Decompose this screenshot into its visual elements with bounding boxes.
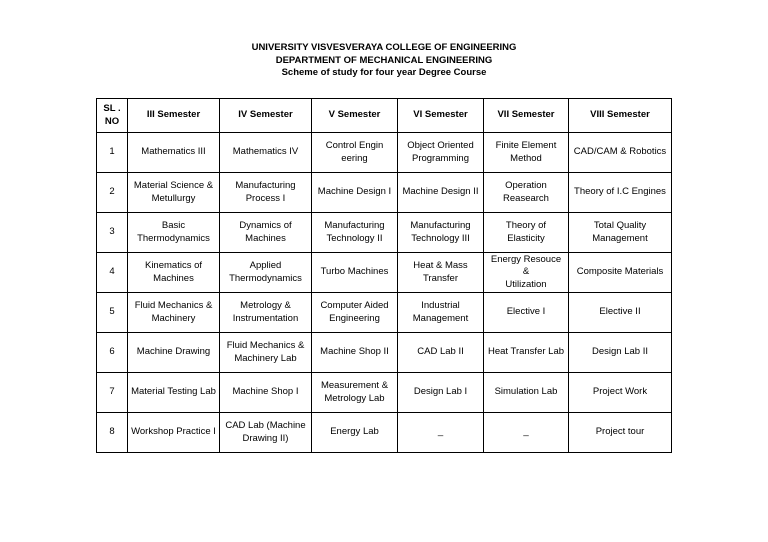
course-cell: Fluid Mechanics & Machinery Lab [220,333,312,373]
course-cell: Elective II [569,293,672,333]
course-cell: Mathematics IV [220,133,312,173]
course-cell: Project Work [569,373,672,413]
table-row [97,413,672,453]
course-cell: Manufacturing Process I [220,173,312,213]
course-cell: Design Lab II [569,333,672,373]
column-header-sl-no: SL . NO [97,99,128,133]
table-body [97,133,672,453]
table-row [97,293,672,333]
column-header-semester: VI Semester [398,99,484,133]
serial-number-cell: 5 [97,293,128,333]
course-cell: Metrology & Instrumentation [220,293,312,333]
course-cell: Heat Transfer Lab [484,333,569,373]
course-cell: Measurement & Metrology Lab [312,373,398,413]
column-header-semester: VII Semester [484,99,569,133]
table-row [97,333,672,373]
course-cell: Design Lab I [398,373,484,413]
course-cell: Material Testing Lab [128,373,220,413]
column-header-semester: V Semester [312,99,398,133]
course-cell: Manufacturing Technology III [398,213,484,253]
course-cell: _ [398,413,484,453]
course-cell: Applied Thermodynamics [220,253,312,293]
course-cell: Turbo Machines [312,253,398,293]
course-cell: Machine Design I [312,173,398,213]
course-cell: Theory of I.C Engines [569,173,672,213]
course-cell: Theory of Elasticity [484,213,569,253]
course-cell: Object Oriented Programming [398,133,484,173]
course-cell: Basic Thermodynamics [128,213,220,253]
course-cell: Total Quality Management [569,213,672,253]
course-cell: Machine Design II [398,173,484,213]
course-cell: Material Science & Metullurgy [128,173,220,213]
course-cell: Energy Resouce & Utilization [484,253,569,293]
course-cell: Dynamics of Machines [220,213,312,253]
department-name: DEPARTMENT OF MECHANICAL ENGINEERING [275,54,493,66]
table-row [97,253,672,293]
column-header-semester: VIII Semester [569,99,672,133]
course-cell: CAD/CAM & Robotics [569,133,672,173]
course-cell: Kinematics of Machines [128,253,220,293]
course-cell: Workshop Practice I [128,413,220,453]
document-header [0,42,768,80]
course-cell: Machine Drawing [128,333,220,373]
course-cell: Energy Lab [312,413,398,453]
course-cell: Computer Aided Engineering [312,293,398,333]
course-cell: Fluid Mechanics & Machinery [128,293,220,333]
course-cell: Elective I [484,293,569,333]
course-cell: _ [484,413,569,453]
course-cell: Project tour [569,413,672,453]
course-cell: Control Engin eering [312,133,398,173]
course-cell: Operation Reasearch [484,173,569,213]
table-row [97,173,672,213]
table-row [97,373,672,413]
column-header-semester: III Semester [128,99,220,133]
serial-number-cell: 3 [97,213,128,253]
scheme-table [96,98,672,453]
course-cell: Simulation Lab [484,373,569,413]
table-row [97,133,672,173]
table-row [97,213,672,253]
course-cell: Heat & Mass Transfer [398,253,484,293]
serial-number-cell: 8 [97,413,128,453]
table-header-row [97,99,672,133]
course-cell: CAD Lab (Machine Drawing II) [220,413,312,453]
course-cell: Manufacturing Technology II [312,213,398,253]
course-cell: Composite Materials [569,253,672,293]
serial-number-cell: 1 [97,133,128,173]
document-subtitle: Scheme of study for four year Degree Course [281,67,487,78]
serial-number-cell: 4 [97,253,128,293]
serial-number-cell: 2 [97,173,128,213]
column-header-semester: IV Semester [220,99,312,133]
course-cell: Machine Shop II [312,333,398,373]
serial-number-cell: 7 [97,373,128,413]
course-cell: Mathematics III [128,133,220,173]
university-name: UNIVERSITY VISVESVERAYA COLLEGE OF ENGINEERING [251,42,517,53]
course-cell: Machine Shop I [220,373,312,413]
serial-number-cell: 6 [97,333,128,373]
course-cell: Finite Element Method [484,133,569,173]
course-cell: Industrial Management [398,293,484,333]
course-cell: CAD Lab II [398,333,484,373]
